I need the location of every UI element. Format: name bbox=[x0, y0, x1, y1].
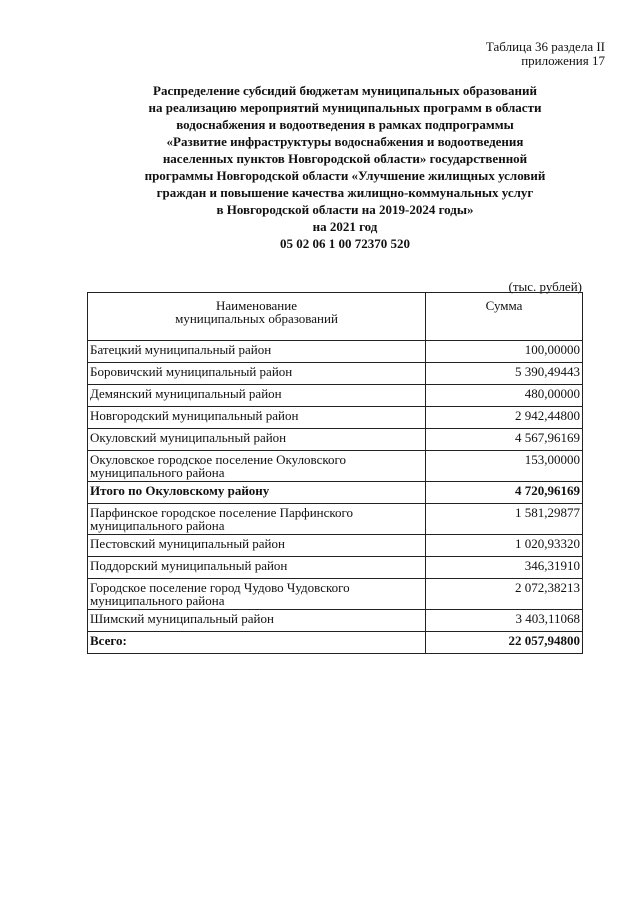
title-line: на реализацию мероприятий муниципальных программ в области bbox=[148, 100, 542, 115]
table-row bbox=[88, 407, 583, 429]
units-label: (тыс. рублей) bbox=[508, 279, 582, 294]
title-line: граждан и повышение качества жилищно-коммунальных услуг bbox=[156, 185, 534, 200]
row-name: Поддорский муниципальный район bbox=[88, 557, 426, 579]
document-title bbox=[60, 82, 630, 252]
row-name: Парфинское городское поселение Парфинского муниципального района bbox=[88, 504, 426, 535]
row-sum: 5 390,49443 bbox=[426, 363, 583, 385]
table-row bbox=[88, 557, 583, 579]
row-sum: 2 072,38213 bbox=[426, 579, 583, 610]
row-sum: 3 403,11068 bbox=[426, 610, 583, 632]
table-row bbox=[88, 535, 583, 557]
title-line: водоснабжения и водоотведения в рамках подпрограммы bbox=[176, 117, 514, 132]
title-line: населенных пунктов Новгородской области» государственной bbox=[162, 151, 528, 166]
header-name-line2: муниципальных образований bbox=[175, 311, 338, 326]
row-name: Итого по Окуловскому району bbox=[88, 482, 426, 504]
table-total-row bbox=[88, 482, 583, 504]
table-reference-line1: Таблица 36 раздела II bbox=[485, 39, 605, 54]
row-name: Городское поселение город Чудово Чудовского муниципального района bbox=[88, 579, 426, 610]
header-name-line1: Наименование bbox=[216, 298, 297, 313]
subsidy-table bbox=[87, 292, 583, 654]
table-row bbox=[88, 504, 583, 535]
table-reference-line2: приложения 17 bbox=[521, 53, 605, 68]
row-sum: 346,31910 bbox=[426, 557, 583, 579]
table-row bbox=[88, 451, 583, 482]
row-sum: 480,00000 bbox=[426, 385, 583, 407]
row-name: Демянский муниципальный район bbox=[88, 385, 426, 407]
row-sum: 2 942,44800 bbox=[426, 407, 583, 429]
table-reference bbox=[486, 40, 605, 68]
row-name: Батецкий муниципальный район bbox=[88, 341, 426, 363]
header-name bbox=[88, 293, 426, 341]
row-name: Шимский муниципальный район bbox=[88, 610, 426, 632]
row-name: Всего: bbox=[88, 632, 426, 654]
title-year: на 2021 год bbox=[312, 219, 378, 234]
budget-code: 05 02 06 1 00 72370 520 bbox=[280, 236, 410, 251]
row-name: Окуловский муниципальный район bbox=[88, 429, 426, 451]
table-row bbox=[88, 385, 583, 407]
row-name: Новгородский муниципальный район bbox=[88, 407, 426, 429]
title-line: «Развитие инфраструктуры водоснабжения и водоотведения bbox=[166, 134, 524, 149]
table-body bbox=[88, 341, 583, 654]
row-sum: 1 581,29877 bbox=[426, 504, 583, 535]
row-name: Пестовский муниципальный район bbox=[88, 535, 426, 557]
row-sum: 4 567,96169 bbox=[426, 429, 583, 451]
row-sum: 1 020,93320 bbox=[426, 535, 583, 557]
row-sum: 153,00000 bbox=[426, 451, 583, 482]
table-row bbox=[88, 341, 583, 363]
row-sum: 4 720,96169 bbox=[426, 482, 583, 504]
title-line: в Новгородской области на 2019-2024 годы» bbox=[216, 202, 474, 217]
title-line: программы Новгородской области «Улучшение жилищных условий bbox=[144, 168, 546, 183]
table-total-row bbox=[88, 632, 583, 654]
row-sum: 100,00000 bbox=[426, 341, 583, 363]
row-name: Окуловское городское поселение Окуловского муниципального района bbox=[88, 451, 426, 482]
table-row bbox=[88, 363, 583, 385]
table-header-row bbox=[88, 293, 583, 341]
header-sum: Сумма bbox=[426, 293, 583, 341]
table-row bbox=[88, 579, 583, 610]
table-row bbox=[88, 429, 583, 451]
title-line: Распределение субсидий бюджетам муниципальных образований bbox=[153, 83, 537, 98]
row-sum: 22 057,94800 bbox=[426, 632, 583, 654]
table-row bbox=[88, 610, 583, 632]
row-name: Боровичский муниципальный район bbox=[88, 363, 426, 385]
